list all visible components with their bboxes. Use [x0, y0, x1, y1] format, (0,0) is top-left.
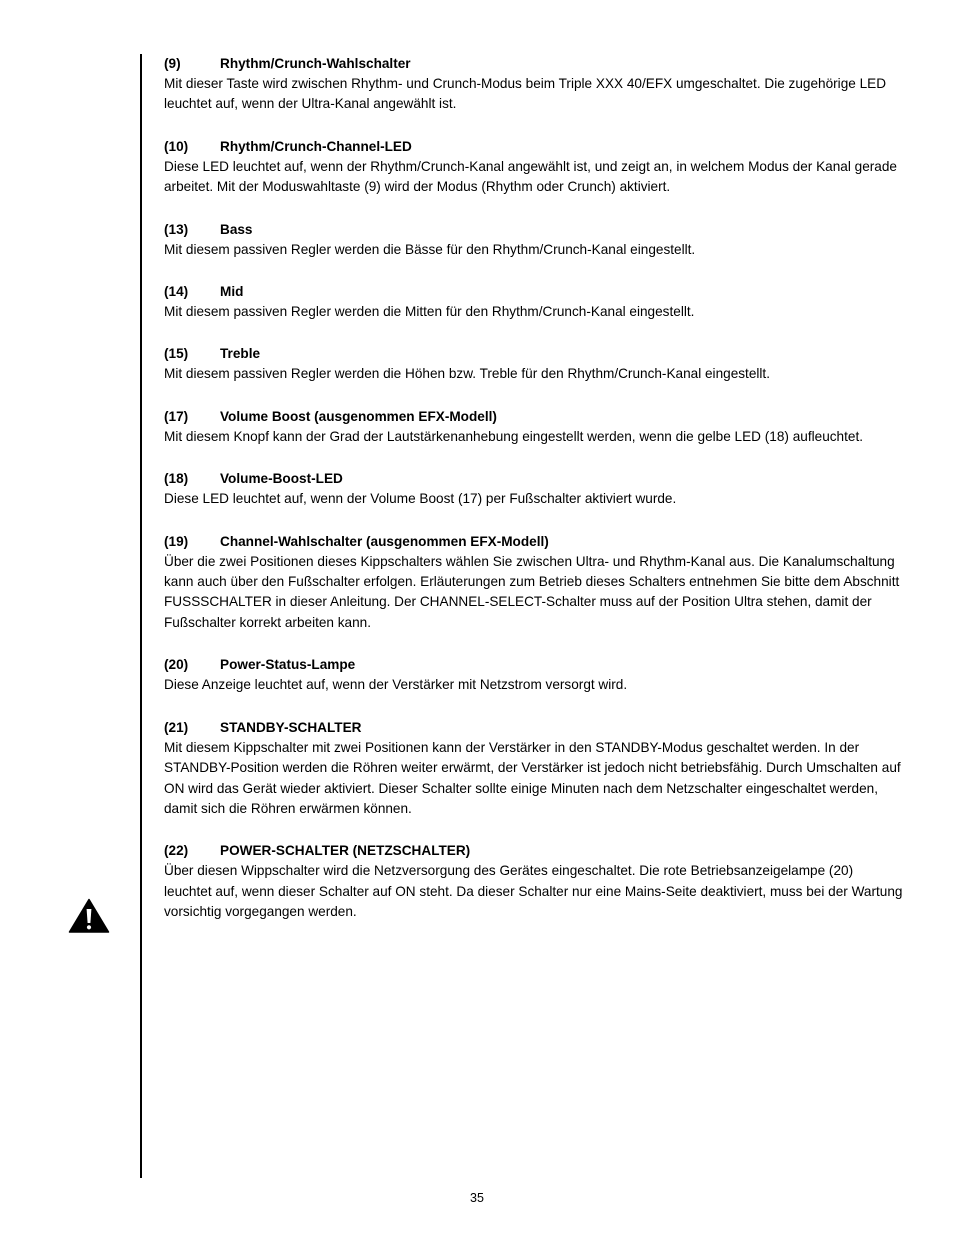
- section-title: Bass: [220, 221, 253, 237]
- section-heading: [164, 469, 904, 489]
- section-heading: [164, 532, 904, 552]
- section-number: (18): [164, 471, 189, 487]
- section-title: Treble: [220, 346, 261, 362]
- section-number: (14): [164, 284, 189, 300]
- section-text: Mit diesem Knopf kann der Grad der Lautstärkenanhebung eingestellt werden, wenn die gelbe LED (18) aufleuchtet.: [164, 428, 864, 444]
- section-number: (15): [164, 346, 189, 362]
- document-body: [164, 54, 904, 945]
- section-bass: [164, 220, 904, 260]
- section-title: Power-Status-Lampe: [220, 657, 356, 673]
- section-standby-switch: [164, 718, 904, 820]
- section-heading: [164, 344, 904, 364]
- section-power-status-lamp: [164, 655, 904, 695]
- section-text: Mit diesem passiven Regler werden die Höhen bzw. Treble für den Rhythm/Crunch-Kanal eingestellt.: [164, 366, 770, 382]
- section-heading: [164, 220, 904, 240]
- section-text: Mit diesem passiven Regler werden die Bässe für den Rhythm/Crunch-Kanal eingestellt.: [164, 241, 696, 257]
- section-title: POWER-SCHALTER (NETZSCHALTER): [220, 843, 471, 859]
- section-volume-boost: [164, 407, 904, 447]
- section-heading: [164, 282, 904, 302]
- section-title: Channel-Wahlschalter (ausgenommen EFX-Modell): [220, 533, 549, 549]
- section-number: (22): [164, 843, 189, 859]
- section-volume-boost-led: [164, 469, 904, 509]
- section-title: Rhythm/Crunch-Wahlschalter: [220, 56, 411, 71]
- section-heading: [164, 655, 904, 675]
- section-title: Rhythm/Crunch-Channel-LED: [220, 138, 412, 154]
- section-heading: [164, 718, 904, 738]
- section-text: Diese Anzeige leuchtet auf, wenn der Verstärker mit Netzstrom versorgt wird.: [164, 677, 628, 693]
- section-title: Mid: [220, 284, 244, 300]
- section-number: (19): [164, 533, 189, 549]
- section-number: (20): [164, 657, 189, 673]
- section-channel-switch: [164, 532, 904, 634]
- section-rhythm-crunch-led: [164, 137, 904, 198]
- section-text: Diese LED leuchtet auf, wenn der Rhythm/Crunch-Kanal angewählt ist, und zeigt an, in welchem Modus der Kanal gerade arbeitet. Mit der Moduswahltaste (9) wird der Modus (Rhythm oder Crunch) aktiviert.: [164, 158, 897, 195]
- section-mid: [164, 282, 904, 322]
- section-text: Mit dieser Taste wird zwischen Rhythm- und Crunch-Modus beim Triple XXX 40/EFX umgeschaltet. Die zugehörige LED leuchtet auf, wenn der Ultra-Kanal angewählt ist.: [164, 76, 887, 112]
- section-number: (9): [164, 56, 181, 71]
- section-text: Diese LED leuchtet auf, wenn der Volume Boost (17) per Fußschalter aktiviert wurde.: [164, 491, 677, 507]
- section-number: (13): [164, 221, 189, 237]
- section-text: Mit diesem Kippschalter mit zwei Positionen kann der Verstärker in den STANDBY-Modus geschaltet werden. In der STANDBY-Position werden die Röhren weiter erwärmt, der Verstärker ist jedoch nicht betriebsfähig. Durch Umschalten auf ON wird das Gerät wieder aktiviert. Dieser Schalter sollte einige Minuten nach dem Netzschalter eingeschaltet werden, damit sich die Röhren erwärmen können.: [164, 739, 901, 816]
- section-treble: [164, 344, 904, 384]
- section-text: Über diesen Wippschalter wird die Netzversorgung des Gerätes eingeschaltet. Die rote Betriebsanzeigelampe (20) leuchtet auf, wenn dieser Schalter auf ON steht. Da dieser Schalter nur eine Mains-Seite deaktiviert, muss bei der Wartung vorsichtig vorgegangen werden.: [164, 863, 903, 920]
- section-number: (17): [164, 408, 189, 424]
- page-number: 35: [470, 1191, 484, 1205]
- section-heading: [164, 841, 904, 861]
- section-title: Volume-Boost-LED: [220, 471, 343, 487]
- section-heading: [164, 137, 904, 157]
- section-heading: [164, 54, 904, 74]
- warning-triangle-icon: [68, 898, 110, 934]
- section-power-switch: [164, 841, 904, 922]
- section-title: Volume Boost (ausgenommen EFX-Modell): [220, 408, 497, 424]
- margin-rule: [140, 54, 142, 1178]
- section-number: (10): [164, 138, 189, 154]
- section-text: Über die zwei Positionen dieses Kippschalters wählen Sie zwischen Ultra- und Rhythm-Kanal aus. Die Kanalumschaltung kann auch über den Fußschalter erfolgen. Erläuterungen zum Betrieb dieses Schalters entnehmen Sie bitte dem Abschnitt FUSSSCHALTER in dieser Anleitung. Der CHANNEL-SELECT-Schalter muss auf der Position Ultra stehen, damit der Fußschalter korrekt arbeiten kann.: [164, 553, 900, 630]
- section-title: STANDBY-SCHALTER: [220, 719, 362, 735]
- section-heading: [164, 407, 904, 427]
- section-number: (21): [164, 719, 189, 735]
- section-text: Mit diesem passiven Regler werden die Mitten für den Rhythm/Crunch-Kanal eingestellt.: [164, 304, 695, 320]
- section-rhythm-crunch-switch: [164, 54, 904, 115]
